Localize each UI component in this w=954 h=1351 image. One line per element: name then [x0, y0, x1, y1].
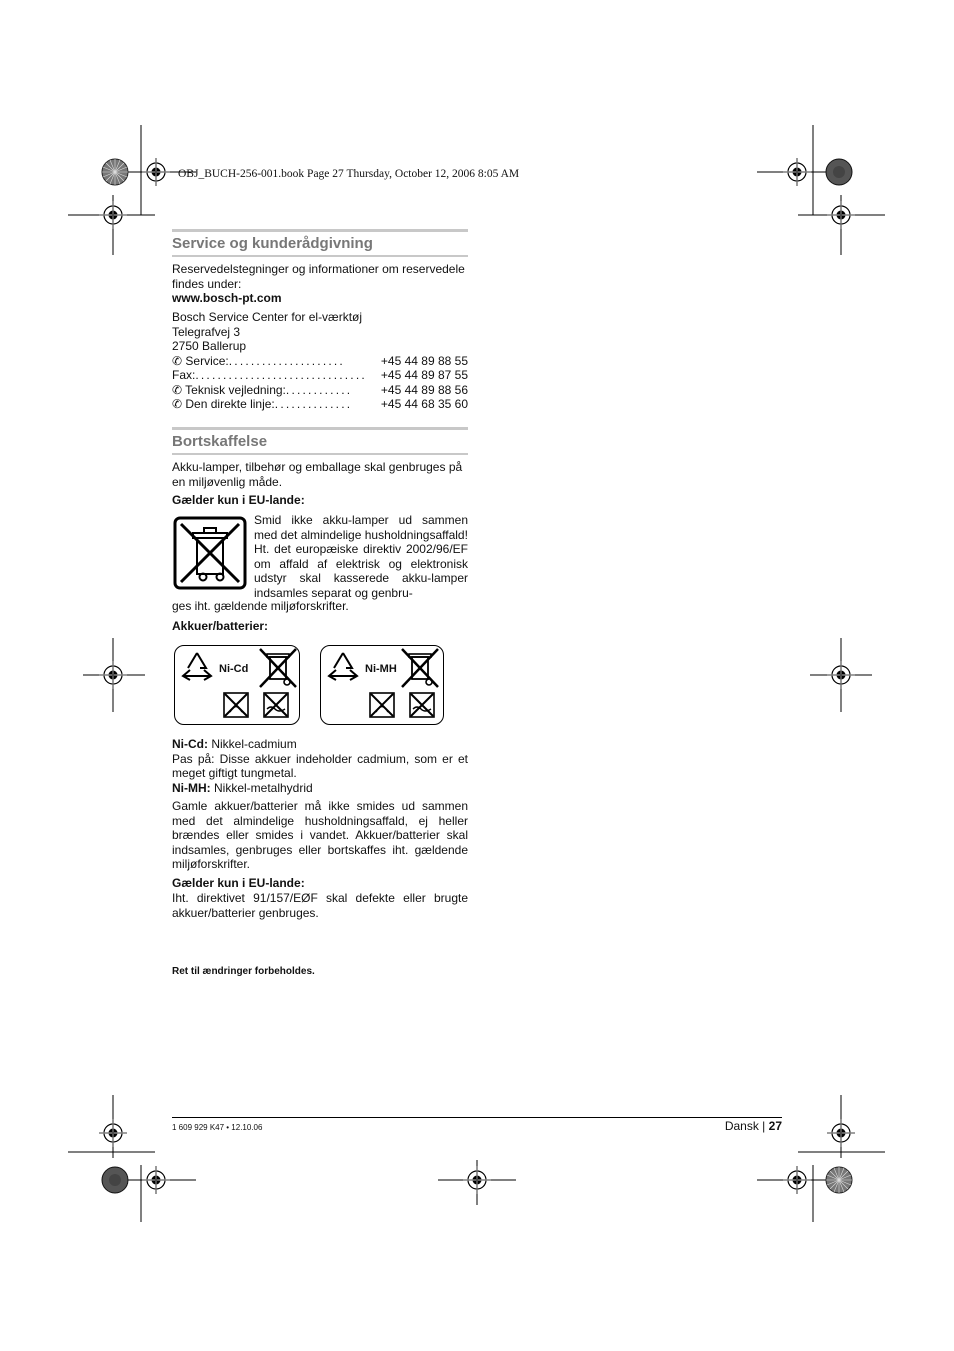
contact-row: ✆ Den direkte linje: .............. +45 44 68 35 60 [172, 397, 468, 411]
service-address [172, 310, 468, 412]
battery-label: Ni-MH [365, 663, 397, 675]
old-batteries-text: Gamle akkuer/batterier må ikke smides ud sammen med det almindelige husholdningsaffald, ej heller brændes eller smides i vandet. Akkuer/batterier skal indsamles, genbruges eller bortskaffes iht. gældende miljøforskrifter. [172, 799, 468, 871]
nicd-definition: Ni-Cd: Nikkel-cadmium [172, 737, 297, 751]
page-footer [600, 1119, 782, 1133]
service-intro-text: Reservedelstegninger og informationer om reservedele findes under: [172, 262, 465, 291]
address-line: Telegrafvej 3 [172, 324, 241, 339]
no-incineration-icon [369, 692, 395, 718]
contact-row: ✆ Teknisk vejledning: ............ +45 44 89 88 56 [172, 382, 468, 397]
crossed-bin-icon [399, 647, 441, 689]
nicd-note: Pas på: Disse akkuer indeholder cadmium, som er et meget giftigt tungmetal. [172, 751, 468, 780]
crossed-bin-icon [173, 516, 247, 590]
battery-label: Ni-Cd [219, 663, 249, 675]
battery-symbol-nicd [174, 645, 300, 725]
language-label: Dansk [724, 1119, 759, 1133]
directive-text: Iht. direktivet 91/157/EØF skal defekte eller brugte akkuer/batterier genbruges. [172, 891, 468, 920]
doc-code: 1 609 929 K47 • 12.10.06 [172, 1123, 263, 1132]
footer-rule [172, 1117, 782, 1118]
website-link[interactable]: www.bosch-pt.com [172, 291, 282, 305]
contact-row: ✆ Service: ..................... +45 44 89 88 55 [172, 353, 468, 368]
footer-separator: | [762, 1119, 766, 1133]
address-line: 2750 Ballerup [172, 339, 247, 353]
nimh-definition: Ni-MH: Nikkel-metalhydrid [172, 780, 313, 795]
section-heading-service [172, 229, 468, 257]
crossed-bin-icon [257, 647, 299, 689]
battery-definitions [172, 737, 468, 795]
recycle-icon [325, 650, 361, 682]
no-water-icon [409, 692, 435, 718]
section-heading-disposal [172, 427, 468, 455]
section-title: Bortskaffelse [172, 433, 268, 450]
batteries-heading: Akkuer/batterier: [172, 619, 269, 633]
weee-text: Smid ikke akku-lamper ud sammen med det almindelige husholdningsaffald! Ht. det europæiske direktiv 2002/96/EF om affald af elektrisk og elektronisk udstyr skal kasserede akku-lamper indsamles separat og genbru- [254, 513, 468, 600]
change-notice: Ret til ændringer forbeholdes. [172, 966, 315, 977]
service-intro [172, 262, 468, 306]
no-incineration-icon [223, 692, 249, 718]
no-water-icon [263, 692, 289, 718]
print-header: OBJ_BUCH-256-001.book Page 27 Thursday, October 12, 2006 8:05 AM [178, 168, 520, 180]
recycle-icon [179, 650, 215, 682]
eu-heading-2: Gælder kun i EU-lande: [172, 876, 305, 890]
address-line: Bosch Service Center for el-værktøj [172, 310, 363, 324]
section-title: Service og kunderådgivning [172, 235, 373, 252]
disposal-intro: Akku-lamper, tilbehør og emballage skal genbruges på en miljøvenlig måde. [172, 460, 463, 489]
page-number: 27 [768, 1119, 782, 1133]
contact-row: Fax: ............................... +45 44 89 87 55 [172, 368, 468, 382]
weee-text-tail: ges iht. gældende miljøforskrifter. [172, 599, 349, 613]
battery-symbol-nimh [320, 645, 444, 725]
eu-heading: Gælder kun i EU-lande: [172, 493, 305, 507]
